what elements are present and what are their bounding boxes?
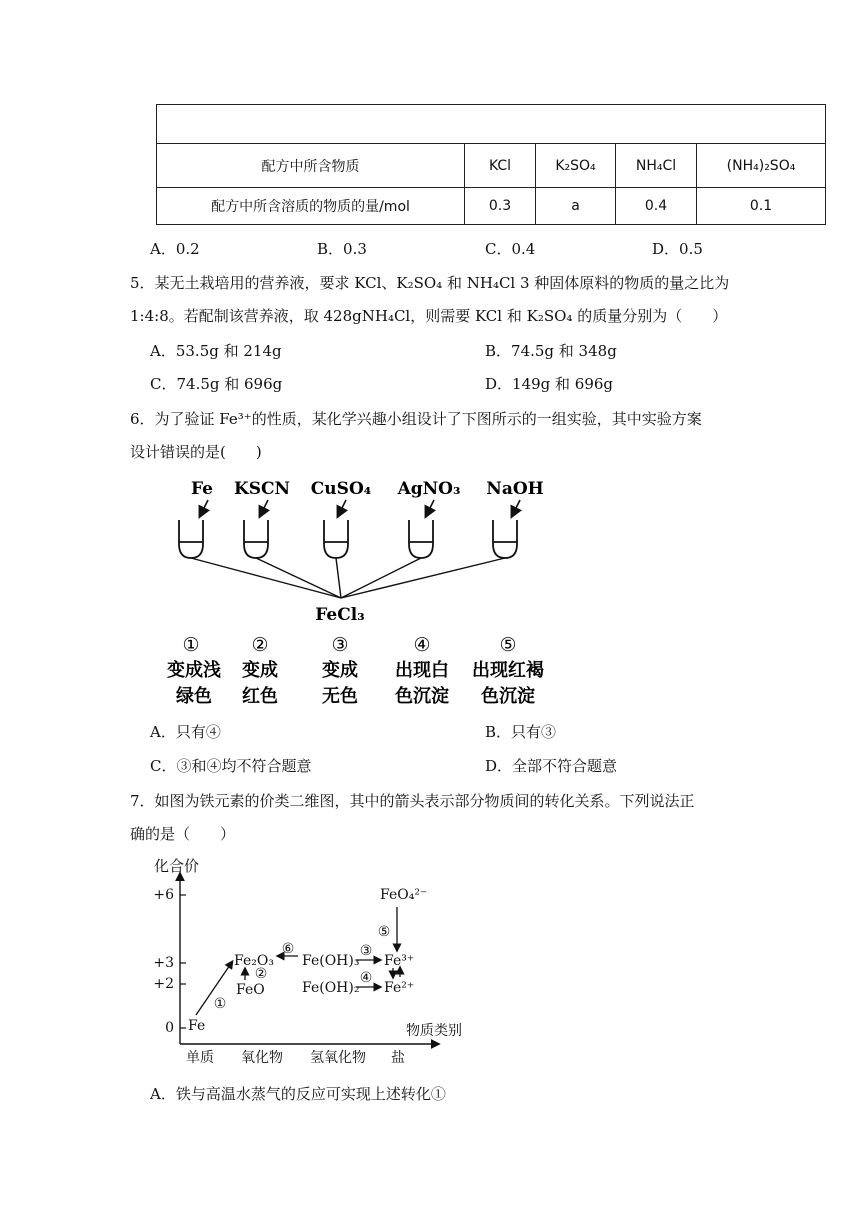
arrow-label-2: ②: [254, 966, 268, 982]
reagent-cuso4: CuSO₄: [310, 479, 372, 499]
species-feo: FeO: [236, 982, 265, 998]
exp-number-2: ②: [251, 634, 269, 656]
y-tick-0: 0: [165, 1020, 174, 1036]
q6-option-d[interactable]: D．全部不符合题意: [485, 757, 618, 775]
species-fe2o3: Fe₂O₃: [234, 953, 274, 969]
q5-option-a[interactable]: A．53.5g 和 214g: [150, 342, 282, 360]
q6-stem-line1: 6．为了验证 Fe³⁺的性质，某化学兴趣小组设计了下图所示的一组实验，其中实验方案: [130, 410, 702, 428]
exp-number-4: ④: [413, 634, 431, 656]
reagent-kscn: KSCN: [233, 479, 291, 499]
value-kcl: 0.3: [465, 188, 536, 225]
arrow-label-1: ①: [213, 996, 227, 1012]
x-cat-oxide: 氧化物: [241, 1050, 283, 1066]
result-3-bottom: 无色: [322, 686, 358, 707]
species-feoh2: Fe(OH)₂: [302, 980, 360, 996]
col-kcl: KCl: [465, 144, 536, 188]
species-feo4: FeO₄²⁻: [380, 887, 428, 903]
arrow-label-6: ⑥: [281, 941, 295, 957]
table-blank-cell: [157, 105, 826, 144]
col-nh4cl: NH₄Cl: [616, 144, 697, 188]
value-nh4cl: 0.4: [616, 188, 697, 225]
result-2-top: 变成: [242, 660, 278, 681]
q6-option-a[interactable]: A．只有④: [150, 723, 221, 741]
arrow-label-4: ④: [359, 970, 373, 986]
exp-number-3: ③: [331, 634, 349, 656]
species-fe: Fe: [188, 1018, 206, 1034]
center-fecl3: FeCl₃: [315, 605, 365, 625]
table-row: [157, 144, 826, 188]
species-fe2: Fe²⁺: [384, 980, 415, 996]
reagent-fe: Fe: [191, 479, 213, 499]
exp-number-5: ⑤: [499, 634, 517, 656]
arrow-label-3: ③: [359, 943, 373, 959]
result-3-top: 变成: [322, 660, 358, 681]
q4-option-a[interactable]: A．0.2: [150, 240, 200, 258]
q5-option-b[interactable]: B．74.5g 和 348g: [485, 342, 617, 360]
y-tick-2: +2: [153, 976, 174, 992]
species-fe3: Fe³⁺: [384, 953, 415, 969]
table-header-blank-row: [157, 105, 826, 144]
exp-number-1: ①: [182, 634, 200, 656]
reagent-naoh: NaOH: [486, 479, 544, 499]
table-row: [157, 188, 826, 225]
arrow-label-5: ⑤: [377, 924, 391, 940]
col-k2so4: K₂SO₄: [536, 144, 616, 188]
x-cat-element: 单质: [186, 1050, 214, 1066]
col-nh42so4: (NH₄)₂SO₄: [697, 144, 826, 188]
value-nh42so4: 0.1: [697, 188, 826, 225]
result-2-bottom: 红色: [242, 686, 278, 707]
x-cat-hydroxide: 氢氧化物: [310, 1050, 366, 1066]
q6-option-c[interactable]: C．③和④均不符合题意: [150, 757, 312, 775]
q6-stem-line2: 设计错误的是( ): [130, 443, 262, 461]
q4-option-c[interactable]: C．0.4: [485, 240, 536, 258]
species-feoh3: Fe(OH)₃: [302, 953, 360, 969]
x-axis-label: 物质类别: [406, 1023, 462, 1039]
q6-experiment-diagram: [150, 470, 570, 710]
value-k2so4: a: [536, 188, 616, 225]
result-5-top: 出现红褐: [472, 660, 544, 681]
result-5-bottom: 色沉淀: [481, 686, 535, 707]
q5-stem-line1: 5．某无土栽培用的营养液，要求 KCl、K₂SO₄ 和 NH₄Cl 3 种固体原料的物质的量之比为: [130, 274, 730, 292]
row-label-amount: 配方中所含溶质的物质的量/mol: [157, 188, 465, 225]
q7-valence-class-diagram: [148, 852, 478, 1067]
recipe-table: [156, 104, 826, 225]
q4-option-d[interactable]: D．0.5: [652, 240, 703, 258]
y-tick-6: +6: [153, 887, 174, 903]
q5-stem-line2: 1:4:8。若配制该营养液，取 428gNH₄Cl，则需要 KCl 和 K₂SO₄ 的质量分别为（ ）: [130, 307, 728, 325]
y-tick-3: +3: [153, 955, 174, 971]
q7-stem-line2: 确的是（ ）: [130, 825, 236, 843]
result-1-bottom: 绿色: [176, 686, 212, 707]
row-label-substance: 配方中所含物质: [157, 144, 465, 188]
result-4-bottom: 色沉淀: [395, 686, 449, 707]
y-axis-label: 化合价: [154, 857, 200, 875]
result-4-top: 出现白: [395, 660, 449, 681]
q5-option-d[interactable]: D．149g 和 696g: [485, 375, 614, 393]
q5-option-c[interactable]: C．74.5g 和 696g: [150, 375, 283, 393]
x-cat-salt: 盐: [391, 1050, 405, 1066]
result-1-top: 变成浅: [167, 660, 221, 681]
reagent-agno3: AgNO₃: [397, 479, 461, 499]
q7-option-a[interactable]: A．铁与高温水蒸气的反应可实现上述转化①: [150, 1085, 446, 1103]
q7-stem-line1: 7．如图为铁元素的价类二维图，其中的箭头表示部分物质间的转化关系。下列说法正: [130, 792, 695, 810]
q6-option-b[interactable]: B．只有③: [485, 723, 557, 741]
q4-option-b[interactable]: B．0.3: [317, 240, 367, 258]
